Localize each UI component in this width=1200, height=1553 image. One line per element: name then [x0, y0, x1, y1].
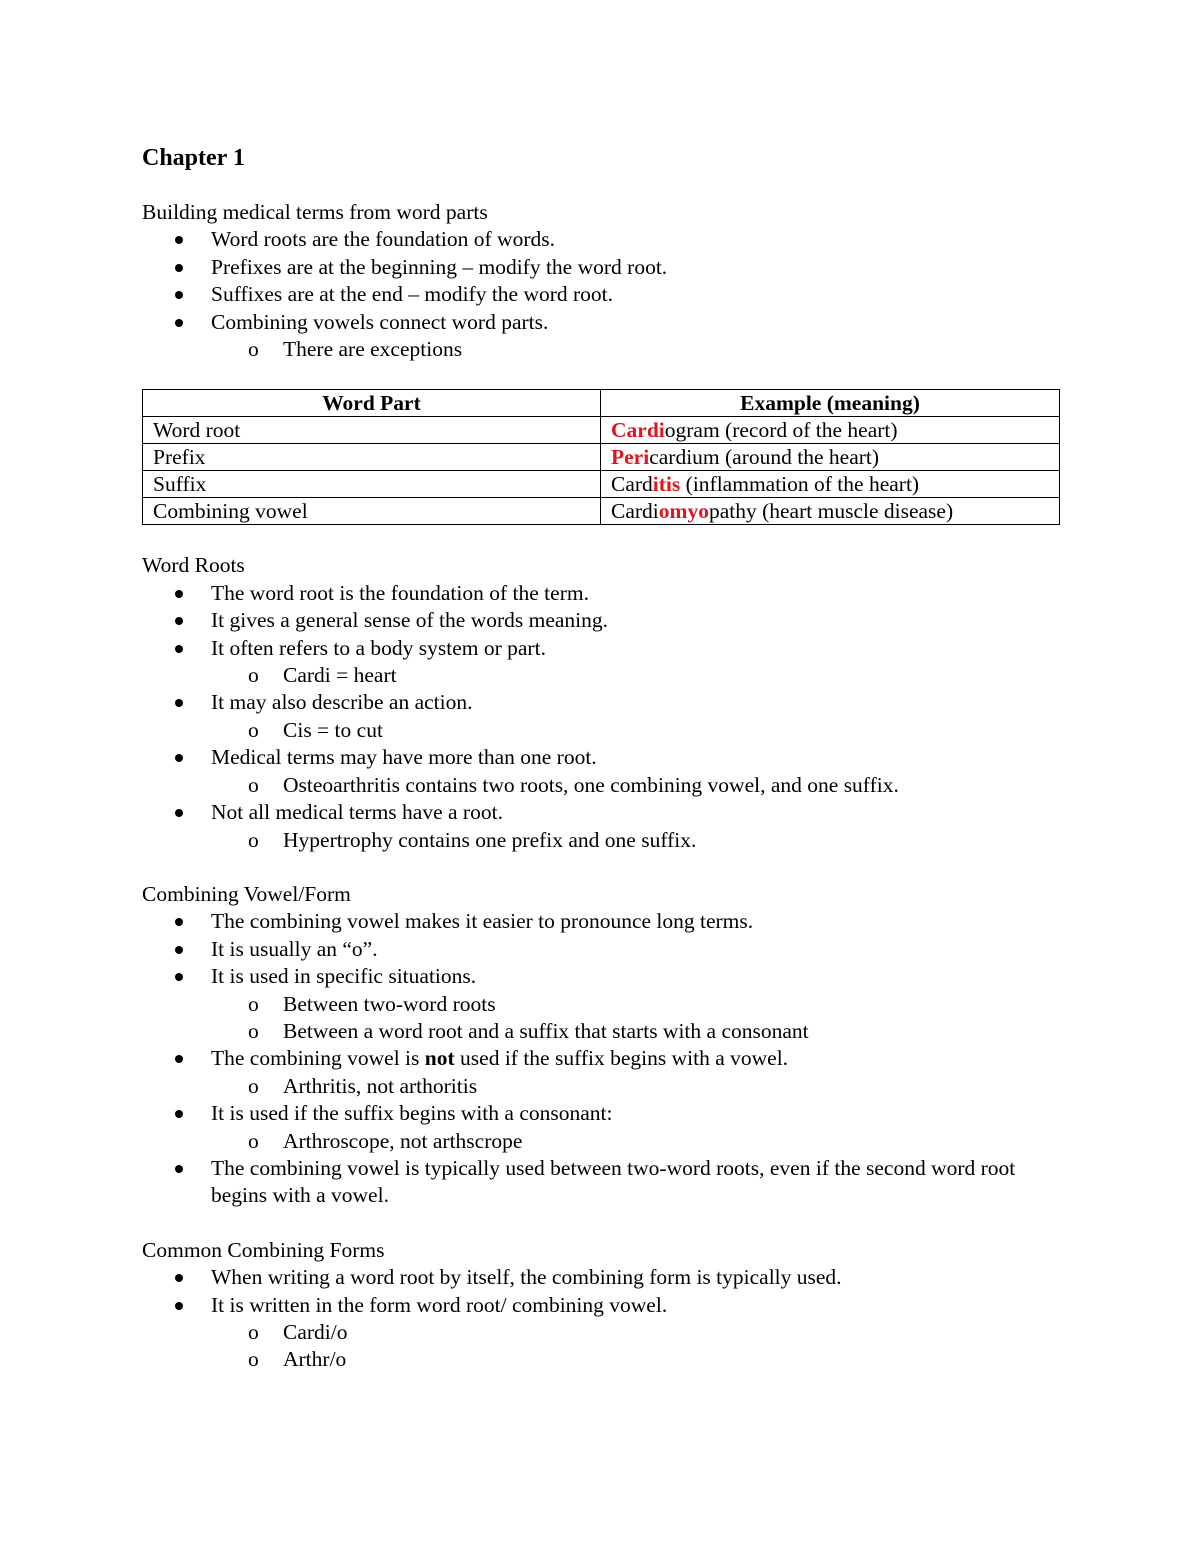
- list-item: Prefixes are at the beginning – modify the word root.: [142, 254, 1060, 281]
- document-page: [142, 140, 1060, 1374]
- bullet-icon: [175, 236, 183, 244]
- bullet-icon: [175, 264, 183, 272]
- sub-list: [211, 662, 1060, 689]
- word-roots-bullet-list: [142, 580, 1060, 854]
- sub-list: [211, 336, 1060, 363]
- sub-list-item: o Cardi/o: [142, 1319, 1060, 1346]
- bullet-icon: [175, 918, 183, 926]
- table-cell-example: Carditis (inflammation of the heart): [601, 471, 1060, 498]
- list-item: It gives a general sense of the words meaning.: [142, 607, 1060, 634]
- sub-list-item: o Between a word root and a suffix that starts with a consonant: [142, 1018, 1060, 1045]
- sub-list-item: o There are exceptions: [142, 336, 1060, 363]
- sub-bullet-icon: o: [248, 991, 259, 1016]
- sub-bullet-icon: o: [248, 1018, 259, 1043]
- sub-list-item: o Between two-word roots: [142, 991, 1060, 1018]
- combining-vowel-heading: Combining Vowel/Form: [142, 881, 351, 906]
- sub-bullet-icon: o: [248, 663, 259, 688]
- bullet-icon: [175, 1302, 183, 1310]
- word-roots-heading: Word Roots: [142, 553, 245, 578]
- list-item: Word roots are the foundation of words.: [142, 226, 1060, 253]
- table-row: [143, 471, 1060, 498]
- sub-list-item: o Arthr/o: [142, 1346, 1060, 1373]
- bullet-icon: [175, 1110, 183, 1118]
- table-header-row: [143, 390, 1060, 417]
- combining-bullet-list: [142, 908, 1060, 1209]
- list-item: When writing a word root by itself, the combining form is typically used.: [142, 1264, 1060, 1291]
- list-item: Suffixes are at the end – modify the word root.: [142, 281, 1060, 308]
- list-item: Not all medical terms have a root. o Hypertrophy contains one prefix and one suffix.: [142, 799, 1060, 854]
- bullet-icon: [175, 291, 183, 299]
- bullet-icon: [175, 590, 183, 598]
- table-cell-part: Combining vowel: [143, 498, 601, 525]
- sub-bullet-icon: o: [248, 1128, 259, 1153]
- sub-list-item: o Cis = to cut: [142, 717, 1060, 744]
- emphasis-text: not: [424, 1046, 455, 1071]
- sub-bullet-icon: o: [248, 772, 259, 797]
- sub-bullet-icon: o: [248, 1347, 259, 1372]
- intro-section: [142, 199, 1060, 363]
- sub-list: [211, 1319, 1060, 1374]
- table-row: [143, 417, 1060, 444]
- bullet-icon: [175, 754, 183, 762]
- chapter-title: Chapter 1: [142, 145, 245, 171]
- bullet-icon: [175, 617, 183, 625]
- sub-bullet-icon: o: [248, 337, 259, 362]
- bullet-icon: [175, 809, 183, 817]
- table-cell-part: Word root: [143, 417, 601, 444]
- list-item: It is usually an “o”.: [142, 936, 1060, 963]
- bullet-icon: [175, 1055, 183, 1063]
- sub-list: [211, 1128, 1060, 1155]
- column-header: Example (meaning): [601, 390, 1060, 417]
- sub-bullet-icon: o: [248, 1073, 259, 1098]
- common-forms-section: [142, 1237, 1060, 1374]
- highlighted-part: itis: [652, 472, 681, 497]
- bullet-icon: [175, 973, 183, 981]
- sub-bullet-icon: o: [248, 827, 259, 852]
- highlighted-part: omyo: [658, 499, 709, 524]
- list-item: Combining vowels connect word parts. o There are exceptions: [142, 309, 1060, 364]
- sub-list: [211, 717, 1060, 744]
- sub-list: [211, 1073, 1060, 1100]
- table-row: [143, 498, 1060, 525]
- list-item: Medical terms may have more than one root. o Osteoarthritis contains two roots, one combining vowel, and one suffix.: [142, 744, 1060, 799]
- bullet-icon: [175, 946, 183, 954]
- list-item: It is used in specific situations. o Between two-word roots o Between a word root and a suffix that starts with a consonant: [142, 963, 1060, 1045]
- bullet-icon: [175, 645, 183, 653]
- bullet-icon: [175, 1165, 183, 1173]
- sub-list-item: o Osteoarthritis contains two roots, one combining vowel, and one suffix.: [142, 772, 1060, 799]
- sub-list-item: o Arthroscope, not arthscrope: [142, 1128, 1060, 1155]
- bullet-icon: [175, 319, 183, 327]
- table-cell-example: Cardiogram (record of the heart): [601, 417, 1060, 444]
- highlighted-part: Peri: [611, 445, 650, 470]
- list-item: The combining vowel is not used if the suffix begins with a vowel. o Arthritis, not arthoritis: [142, 1045, 1060, 1100]
- intro-heading: Building medical terms from word parts: [142, 200, 488, 224]
- list-item: The word root is the foundation of the term.: [142, 580, 1060, 607]
- list-item: It is used if the suffix begins with a consonant: o Arthroscope, not arthscrope: [142, 1100, 1060, 1155]
- table-cell-part: Prefix: [143, 444, 601, 471]
- list-item: It often refers to a body system or part. o Cardi = heart: [142, 635, 1060, 690]
- list-item: The combining vowel makes it easier to pronounce long terms.: [142, 908, 1060, 935]
- table-cell-part: Suffix: [143, 471, 601, 498]
- word-parts-table: [142, 389, 1060, 525]
- sub-bullet-icon: o: [248, 1320, 259, 1344]
- list-item: It is written in the form word root/ combining vowel. o Cardi/o o Arthr/o: [142, 1292, 1060, 1374]
- table-cell-example: Cardiomyopathy (heart muscle disease): [601, 498, 1060, 525]
- sub-list: [211, 772, 1060, 799]
- list-item: It may also describe an action. o Cis = to cut: [142, 689, 1060, 744]
- word-roots-section: [142, 552, 1060, 853]
- common-forms-heading: Common Combining Forms: [142, 1237, 385, 1262]
- bullet-icon: [175, 699, 183, 707]
- intro-bullet-list: [142, 226, 1060, 363]
- combining-vowel-section: [142, 881, 1060, 1210]
- table-cell-example: Pericardium (around the heart): [601, 444, 1060, 471]
- table-row: [143, 444, 1060, 471]
- sub-list-item: o Hypertrophy contains one prefix and one suffix.: [142, 827, 1060, 854]
- common-bullet-list: [142, 1264, 1060, 1374]
- column-header: Word Part: [143, 390, 601, 417]
- sub-list-item: o Arthritis, not arthoritis: [142, 1073, 1060, 1100]
- list-item: The combining vowel is typically used between two-word roots, even if the second word root begins with a vowel.: [142, 1155, 1060, 1210]
- sub-list: [211, 991, 1060, 1046]
- sub-list-item: o Cardi = heart: [142, 662, 1060, 689]
- highlighted-part: Cardi: [611, 418, 665, 443]
- sub-bullet-icon: o: [248, 717, 259, 742]
- bullet-icon: [175, 1274, 183, 1282]
- sub-list: [211, 827, 1060, 854]
